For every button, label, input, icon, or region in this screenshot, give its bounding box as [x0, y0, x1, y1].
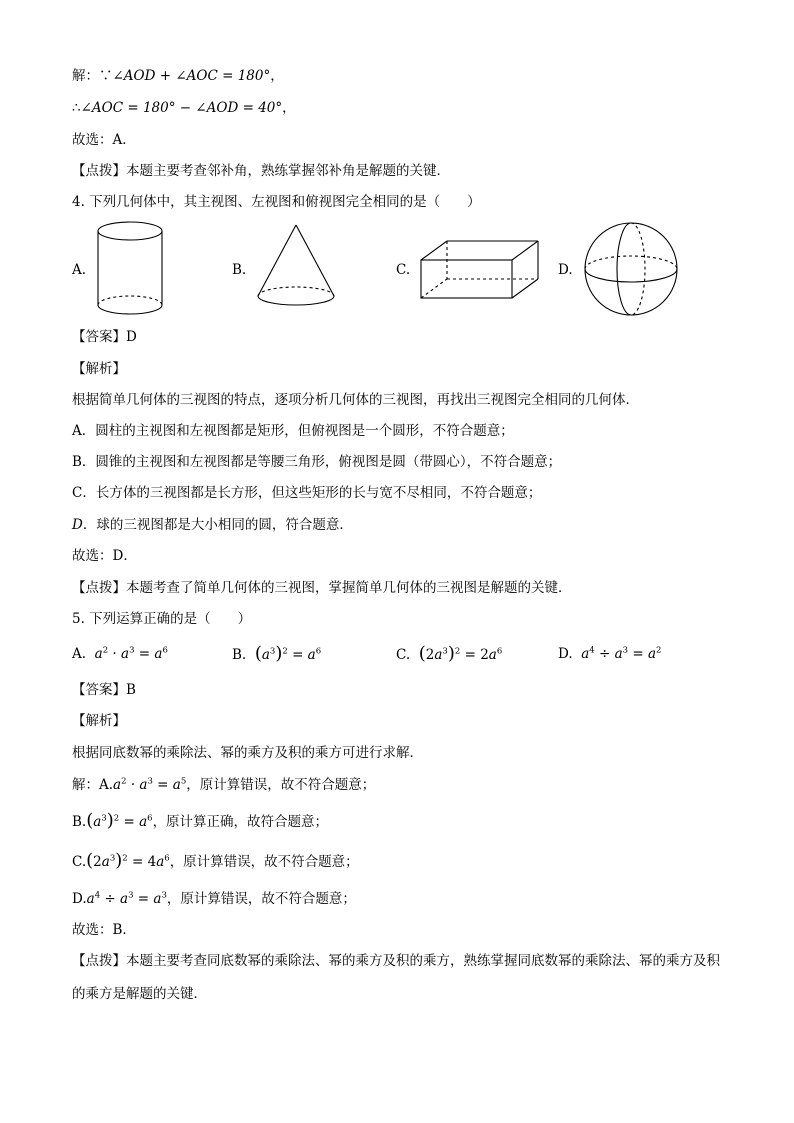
- question-4-analysis-d: D．球的三视图都是大小相同的圆，符合题意．: [72, 517, 353, 533]
- question-5-analysis-intro: 根据同底数幂的乘除法、幂的乘方及积的乘方可进行求解．: [72, 745, 423, 761]
- question-5-solution-c: $C.(2a^3)^2 = 4a^6$，原计算错误，故不符合题意；: [72, 850, 359, 871]
- question-4-analysis-title: 【解析】: [72, 361, 126, 377]
- question-4-analysis-b: B．圆锥的主视图和左视图都是等腰三角形，俯视图是圆（带圆心），不符合题意；: [72, 454, 562, 470]
- option-d: D. $a^4 \div a^3 = a^2$: [558, 645, 662, 662]
- question-5-analysis-title: 【解析】: [72, 713, 126, 729]
- option-a: A. $a^2 \cdot a^3 = a^6$: [72, 645, 168, 662]
- option-c-label: C.: [396, 262, 411, 278]
- comment-line: 【点拨】本题主要考查邻补角，熟练掌握邻补角是解题的关键．: [72, 163, 450, 179]
- question-4-choice: 故选：D．: [72, 548, 137, 564]
- math-expression: $a^4 \div a^3 = a^3$: [86, 890, 167, 907]
- cone-figure: [254, 222, 338, 308]
- math-expression: $(a^3)^2 = a^6$: [254, 643, 322, 664]
- question-5-solution-d: $D.a^4 \div a^3 = a^3$，原计算错误，故不符合题意；: [72, 890, 356, 907]
- sphere-figure: [582, 220, 680, 318]
- solution-line-1: 解：∵∠AOD + ∠AOC = 180°，: [72, 68, 284, 84]
- question-5-solution-a: 解：$A.a^2 \cdot a^3 = a^5$，原计算错误，故不符合题意；: [72, 776, 376, 793]
- math-expression: ∠AOD + ∠AOC = 180°: [112, 68, 271, 84]
- question-4-stem: 4. 下列几何体中，其主视图、左视图和俯视图完全相同的是（ ）: [72, 194, 481, 210]
- question-4-answer: 【答案】D: [72, 329, 137, 345]
- math-expression: ∠AOC = 180° − ∠AOD = 40°: [80, 100, 283, 116]
- solution-line-2: ∴∠AOC = 180° − ∠AOD = 40°，: [72, 100, 296, 116]
- math-expression: $a^2 \cdot a^3 = a^5$: [113, 776, 187, 793]
- question-4-analysis-intro: 根据简单几何体的三视图的特点，逐项分析几何体的三视图，再找出三视图完全相同的几何体．: [72, 392, 639, 408]
- math-expression: $(a^3)^2 = a^6$: [86, 810, 153, 831]
- option-b: B. $(a^3)^2 = a^6$: [232, 643, 322, 664]
- option-d-label: D.: [558, 262, 573, 278]
- question-5-stem: 5. 下列运算正确的是（ ）: [72, 611, 252, 627]
- choice-line: 故选：A．: [72, 132, 136, 148]
- question-5-solution-b: $B.(a^3)^2 = a^6$，原计算正确，故符合题意；: [72, 810, 329, 831]
- option-b-label: B.: [232, 262, 247, 278]
- question-4-comment: 【点拨】本题考查了简单几何体的三视图，掌握简单几何体的三视图是解题的关键．: [72, 580, 572, 596]
- question-4-analysis-a: A．圆柱的主视图和左视图都是矩形，但俯视图是一个圆形，不符合题意；: [72, 423, 514, 439]
- option-a-label: A.: [72, 262, 87, 278]
- math-expression: $a^2 \cdot a^3 = a^6$: [94, 645, 168, 662]
- question-5-answer: 【答案】B: [72, 682, 136, 698]
- cuboid-figure: [418, 238, 542, 302]
- question-5-choice: 故选：B．: [72, 922, 136, 938]
- math-expression: $a^4 \div a^3 = a^2$: [581, 645, 662, 662]
- question-4-analysis-c: C．长方体的三视图都是长方形，但这些矩形的长与宽不尽相同，不符合题意；: [72, 485, 542, 501]
- cylinder-figure: [94, 220, 166, 318]
- option-c: C. $(2a^3)^2 = 2a^6$: [396, 643, 503, 664]
- math-expression: $(2a^3)^2 = 2a^6$: [418, 643, 503, 664]
- question-5-comment: 【点拨】本题主要考查同底数幂的乘除法、幂的乘方及积的乘方，熟练掌握同底数幂的乘除法、幂的乘方及积的乘方是解题的关键．: [72, 953, 720, 1002]
- math-expression: $(2a^3)^2 = 4a^6$: [86, 850, 170, 871]
